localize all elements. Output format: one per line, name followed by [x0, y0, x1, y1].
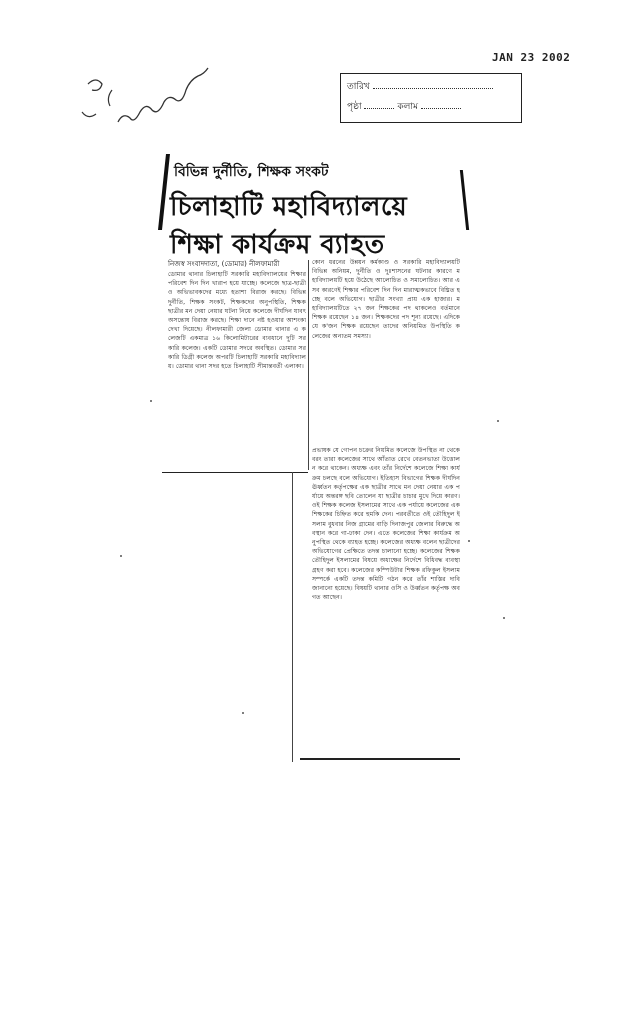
article-kicker: বিভিন্ন দুর্নীতি, শিক্ষক সংকট — [174, 164, 329, 180]
scan-speck — [242, 712, 244, 714]
headline-line-1: চিলাহাটি মহাবিদ্যালয়ে — [170, 192, 408, 222]
column-end-rule — [162, 472, 308, 473]
headline-line-2: শিক্ষা কার্যক্রম ব্যাহত — [170, 230, 385, 260]
byline: নিজস্ব সংবাদদাতা, (ডোমার) নীলফামারী — [168, 260, 280, 268]
scan-speck — [120, 555, 122, 557]
reference-box — [340, 73, 522, 123]
article-end-rule — [300, 758, 460, 760]
handwritten-annotation — [78, 52, 218, 142]
article-column-2: কোন ধরনের উন্নয়ন কর্মকাণ্ড ও সরকারি মহাবিদ্যালয়টি বিভিন্ন অনিয়ম, দুর্নীতি ও দুঃশাসনের ঘটনার কারণে মহাবিদ্যালয়টি হয়ে উঠেছে আলোচিত ও সমালোচিত। আর এসব কারণেই শিক্ষার পরিবেশ দিন দিন মারাত্মকভাবে বিঘ্নিত হচ্ছে বলে অভিযোগ। ছাত্রীর সংখ্যা প্রায় এক হাজার। মহাবিদ্যালয়টিতে ২৭ জন শিক্ষকের পদ থাকলেও বর্তমানে শিক্ষক রয়েছেন ১৪ জন। শিক্ষকদের পদ শূন্য রয়েছে। এদিকে যে ক'জন শিক্ষক রয়েছেন তাদের অনিয়মিত উপস্থিতি কলেজের অন্যতম সমস্যা। — [312, 259, 460, 340]
reference-date-label: তারিখ — [347, 82, 370, 92]
date-stamp: JAN 23 2002 — [492, 51, 571, 64]
article-column-1: ডোমার থানার চিলাহাটি সরকারি মহাবিদ্যালয়ের শিক্ষার পরিবেশ দিন দিন খারাপ হয়ে যাচ্ছে। কলেজে ছাত্র-ছাত্রী ও অভিভাবকদের মধ্যে হতাশা বিরাজ করছে। বিভিন্ন দুর্নীতি, শিক্ষক সংকট, শিক্ষকদের অনুপস্থিতি, শিক্ষক ছাত্রীর মন দেয়া নেয়ার ঘটনা নিয়ে কলেজে দীর্ঘদিন যাবৎ অসন্তোষ বিরাজ করছে। শিক্ষা দানে নষ্ট হওয়ার আশংকা দেখা দিয়েছে। নীলফামারী জেলা ডোমার থানার এ কলেজটি একমাত্র ১৬ কিলোমিটারের ব্যবধানে দুটি সরকারি কলেজ। একটি ডোমার সদরে অবস্থিত। ডোমার সরকারি ডিগ্রী কলেজ অপরটি চিলাহাটি সরকারি মহাবিদ্যালয়। ডোমার থানা সদর হতে চিলাহাটি সীমান্তবর্তী এলাকা। — [168, 271, 306, 371]
reference-page-line — [347, 99, 461, 114]
reference-date-line — [347, 79, 493, 94]
scan-speck — [497, 420, 499, 422]
article-column-3: প্রভাষক যে গোপন চক্রের নিয়মিত কলেজে উপস্থিত না থেকে বরং তারা কলেজের সাথে আঁতাত রেখে বেতনভাতা উত্তোলন করে থাকেন। অধ্যক্ষ এবং তাঁর নির্দেশে কলেজে শিক্ষা কার্যক্রম চলছে বলে অভিযোগ। ইতিহাস বিভাগের শিক্ষক দীর্ঘদিন ঊর্ধ্বতন কর্তৃপক্ষের এক ছাত্রীর সাথে মন দেয়া নেয়ার এক পর্যায়ে অন্তরঙ্গ ছবি তোলেন যা ছাত্রীর চাচার মুখে দিয়ে কারণ। ওই শিক্ষক কলেজ ইসলামের সাথে এক পর্যায়ে কলেজের এক শিক্ষকের চিহ্নিত করে হুমকি দেন। পরবর্তীতে ওই তৌহিদুল ইসলাম বুধবার নিজ গ্রামের বাড়ি দিনাজপুর জেলার বিরুদ্ধে অবস্থান করে গা-ঢাকা দেন। এতে কলেজের শিক্ষা কার্যক্রম অনুপস্থিত থেকে ব্যাহত হচ্ছে। কলেজের অধ্যক্ষ বলেন ছাত্রীদের অভিযোগের প্রেক্ষিতে তদন্ত চালানো হচ্ছে। কলেজের শিক্ষক তৌহিদুল ইসলামের বিষয়ে অধ্যক্ষের নির্দেশে বিধিবদ্ধ ব্যবস্থা গ্রহণ করা হবে। কলেজের কম্পিউটার শিক্ষক রফিকুল ইসলাম সম্পর্কে একটি তদন্ত কমিটি গঠন করে তাঁর শাস্তির দাবি জানানো হয়েছে। বিষয়টি থানার ওসি ও উর্ধ্বতন কর্তৃপক্ষ অবগত আছেন। — [312, 447, 460, 602]
column-rule-lower — [292, 472, 293, 762]
reference-page-label: পৃষ্ঠা — [347, 102, 362, 112]
scan-speck — [468, 540, 470, 542]
kicker-bar — [158, 154, 170, 230]
scan-speck — [150, 400, 152, 402]
scan-speck — [503, 617, 505, 619]
headline-bracket — [460, 170, 469, 230]
newspaper-clipping — [162, 150, 460, 760]
reference-column-label: কলাম — [397, 102, 418, 112]
column-rule — [308, 260, 309, 470]
